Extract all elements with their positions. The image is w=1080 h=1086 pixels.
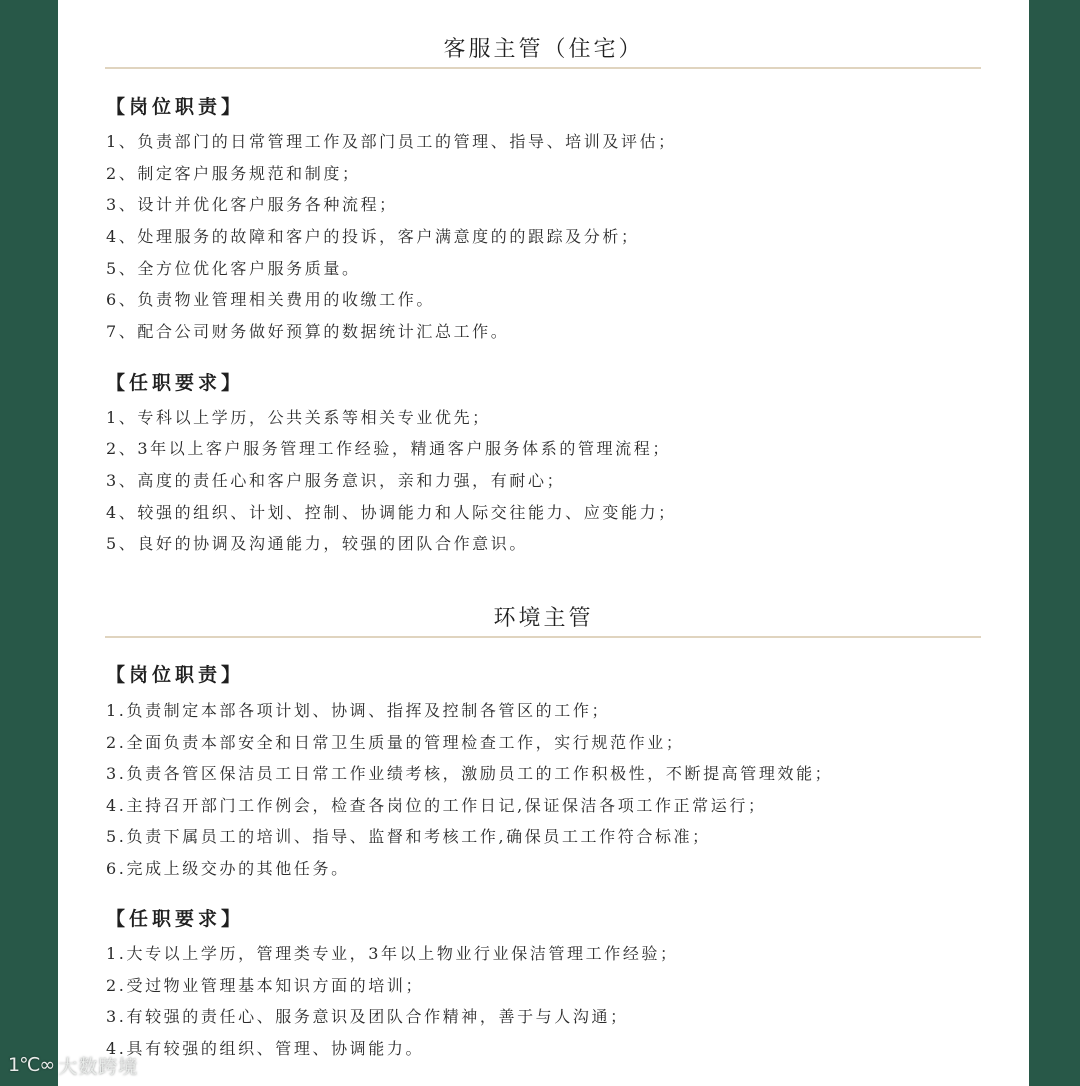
section-title-customer-service: 客服主管（住宅） xyxy=(443,37,644,62)
watermark xyxy=(8,1050,138,1080)
duty-item: 4.主持召开部门工作例会，检查各岗位的工作日记,保证保洁各项工作正常运行； xyxy=(106,796,767,815)
requirement-item: 3.有较强的责任心、服务意识及团队合作精神，善于与人沟通； xyxy=(106,1007,629,1026)
duties-heading: 【岗位职责】 xyxy=(106,96,245,118)
duty-item: 1.负责制定本部各项计划、协调、指挥及控制各管区的工作； xyxy=(106,701,611,720)
requirement-item: 3、高度的责任心和客户服务意识，亲和力强，有耐心； xyxy=(106,471,566,490)
duty-item: 4、处理服务的故障和客户的投诉，客户满意度的的跟踪及分析； xyxy=(106,227,640,246)
requirement-item: 1、专科以上学历，公共关系等相关专业优先； xyxy=(106,408,491,427)
section-divider xyxy=(105,636,981,638)
section-title-environment: 环境主管 xyxy=(493,606,594,631)
duty-item: 5、全方位优化客户服务质量。 xyxy=(106,259,361,278)
right-green-border xyxy=(1029,0,1080,1086)
requirement-item: 5、良好的协调及沟通能力，较强的团队合作意识。 xyxy=(106,534,528,553)
duty-item: 3.负责各管区保洁员工日常工作业绩考核，激励员工的工作积极性，不断提高管理效能； xyxy=(106,764,834,783)
requirement-item: 2.受过物业管理基本知识方面的培训； xyxy=(106,976,425,995)
duties-heading: 【岗位职责】 xyxy=(106,664,245,686)
duty-item: 2.全面负责本部安全和日常卫生质量的管理检查工作，实行规范作业； xyxy=(106,733,685,752)
duty-item: 7、配合公司财务做好预算的数据统计汇总工作。 xyxy=(106,322,510,341)
requirement-item: 4、较强的组织、计划、控制、协调能力和人际交往能力、应变能力； xyxy=(106,503,677,522)
content-panel xyxy=(58,0,1029,1086)
section-divider xyxy=(105,67,981,69)
duty-item: 1、负责部门的日常管理工作及部门员工的管理、指导、培训及评估； xyxy=(106,132,677,151)
watermark-text: 大数跨境 xyxy=(58,1055,139,1078)
duty-item: 2、制定客户服务规范和制度； xyxy=(106,164,361,183)
requirement-item: 4.具有较强的组织、管理、协调能力。 xyxy=(106,1039,425,1058)
requirements-heading: 【任职要求】 xyxy=(106,372,245,394)
duty-item: 6.完成上级交办的其他任务。 xyxy=(106,859,350,878)
duty-item: 6、负责物业管理相关费用的收缴工作。 xyxy=(106,290,435,309)
requirements-heading: 【任职要求】 xyxy=(106,908,245,930)
watermark-logo-icon: 1℃∞ xyxy=(8,1054,55,1076)
requirement-item: 2、3年以上客户服务管理工作经验，精通客户服务体系的管理流程； xyxy=(106,439,671,458)
duty-item: 3、设计并优化客户服务各种流程； xyxy=(106,195,398,214)
duty-item: 5.负责下属员工的培训、指导、监督和考核工作,确保员工工作符合标准； xyxy=(106,827,711,846)
requirement-item: 1.大专以上学历，管理类专业，3年以上物业行业保洁管理工作经验； xyxy=(106,944,679,963)
left-green-border xyxy=(0,0,58,1086)
